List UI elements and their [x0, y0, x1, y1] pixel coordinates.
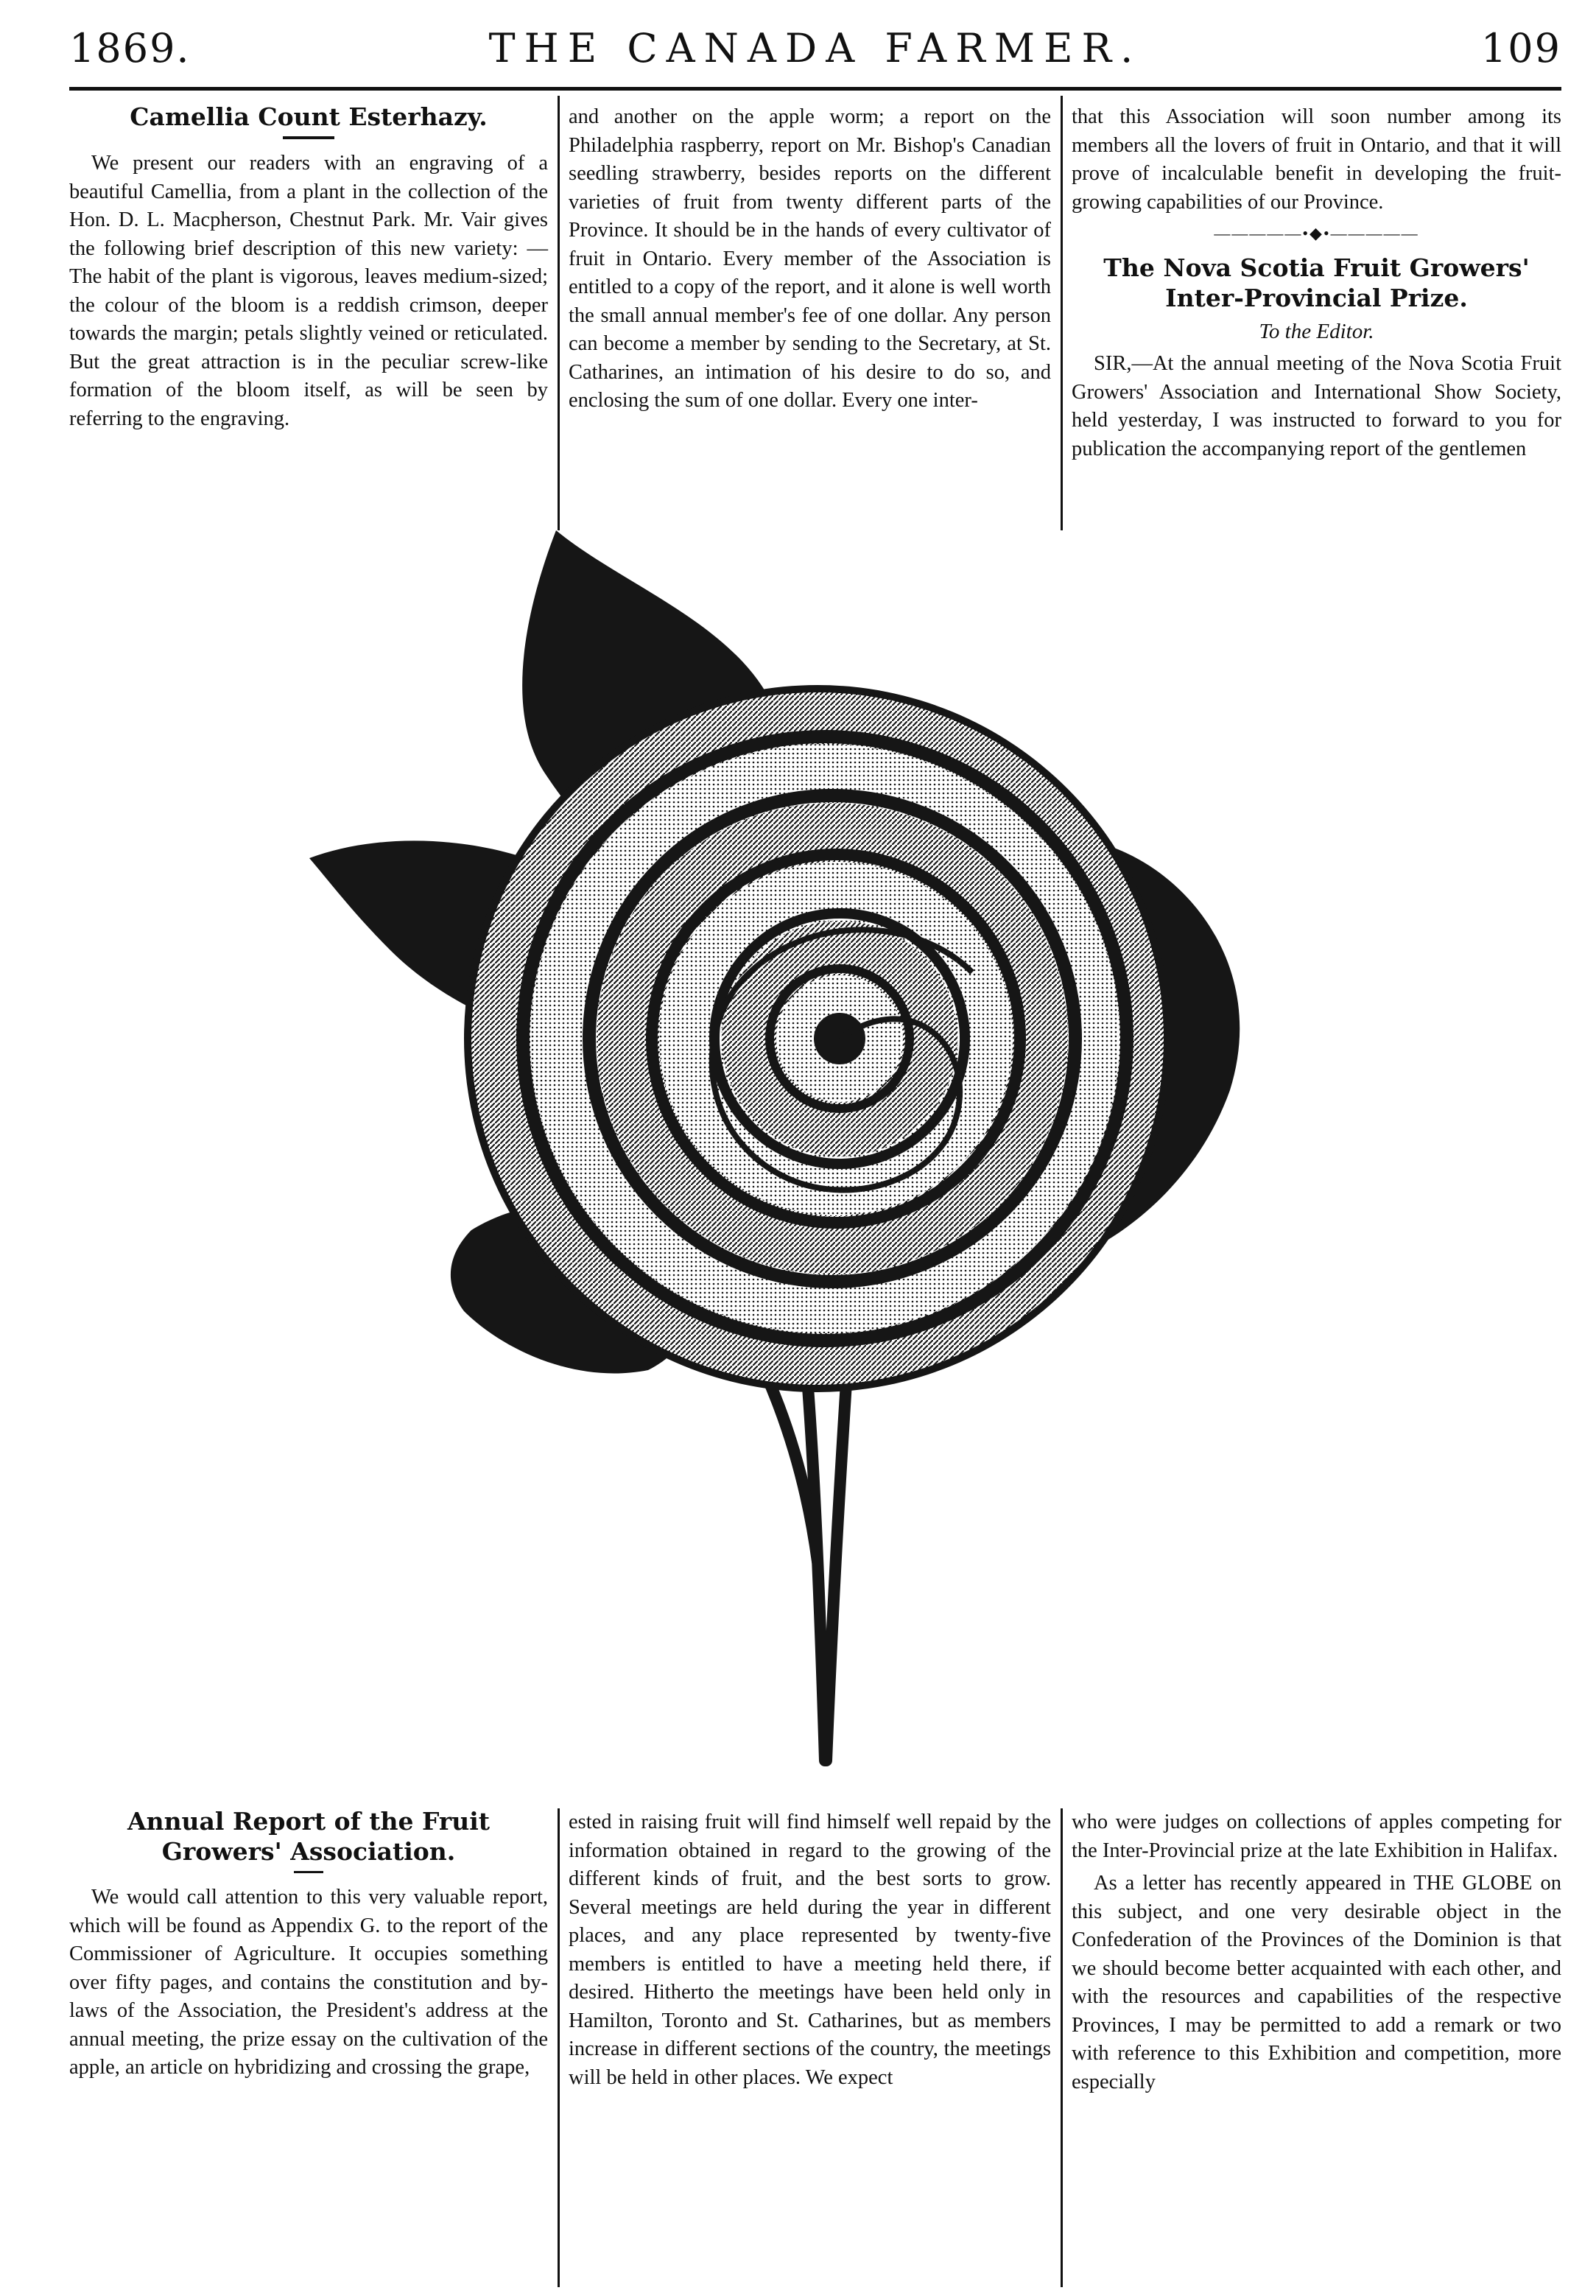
column-divider	[558, 96, 560, 530]
article-continuation	[569, 1808, 1051, 2092]
masthead-year: 1869.	[69, 25, 191, 71]
masthead	[69, 25, 1561, 82]
article-paragraph: SIR,—At the annual meeting of the Nova Scotia Fruit Growers' Association and International Show Society, held yesterday, I was instructed to forward to you for publication the accompanying report of the gentlemen	[1072, 352, 1561, 460]
article-continuation	[569, 103, 1051, 415]
article-camellia	[69, 102, 548, 433]
page-number: 109	[1480, 25, 1561, 71]
article-continuation	[1072, 1808, 1561, 2096]
article-heading: Annual Report of the Fruit Growers' Association.	[127, 1807, 491, 1866]
article-paragraph: and another on the apple worm; a report on the Philadelphia raspberry, report on Mr. Bishop's Canadian seedling strawberry, besides reports on the different varieties of fruit from twenty different parts of the Province. It should be in the hands of every cultivator of fruit in Ontario. Every member of the Association is entitled to a copy of the report, and it alone is well worth the small annual member's fee of one dollar. Any person can become a member by sending to the Secretary, at St. Catharines, an intimation of his desire to do so, and enclosing the sum of one dollar. Every one inter-	[569, 105, 1051, 412]
article-paragraph: As a letter has recently appeared in THE GLOBE on this subject, and one very desirable object in the Confederation of the Provinces of the Dominion is that we should become better acquainted with each other, and with the resources and capabilities of the respective Provinces, I may be permitted to add a remark or two with reference to this Exhibition and competition, more especially	[1072, 1872, 1561, 2093]
article-paragraph: We would call attention to this very valuable report, which will be found as Appendix G. to the report of the Commissioner of Agriculture. It occupies something over fifty pages, and contains the constitution and by-laws of the Association, the President's address at the annual meeting, the prize essay on the cultivation of the apple, an article on hybridizing and crossing the grape,	[69, 1886, 548, 2079]
article-fruit-growers-report	[69, 1806, 548, 2082]
camellia-flower-engraving-icon	[309, 530, 1296, 1797]
column-divider	[1061, 96, 1063, 530]
article-heading: Camellia Count Esterhazy.	[130, 102, 488, 131]
column-divider	[1061, 1808, 1063, 2287]
article-paragraph: that this Association will soon number among its members all the lovers of fruit in Ontario, and that it will prove of incalculable benefit in developing the fruit-growing capabilities of our Province.	[1072, 105, 1561, 214]
heading-rule	[294, 1871, 323, 1873]
column-divider	[558, 1808, 560, 2287]
article-paragraph: ested in raising fruit will find himself well repaid by the information obtained in regard to the growing of the different kinds of fruit, and the best sorts to grow. Several meetings are held during the year in different places, and any place represented by twenty-five members is entitled to have a meeting held there, if desired. Hitherto the meetings have been held only in Hamilton, Toronto and St. Catharines, but as members increase in different sections of the country, the meetings will be held in other places. We expect	[569, 1811, 1051, 2089]
article-byline: To the Editor.	[1259, 319, 1374, 343]
article-paragraph: who were judges on collections of apples competing for the Inter-Provincial prize at the late Exhibition in Halifax.	[1072, 1811, 1561, 1862]
ornament-divider: —————•◆•—————	[1214, 224, 1419, 242]
article-heading: The Nova Scotia Fruit Growers' Inter-Provincial Prize.	[1103, 253, 1530, 312]
masthead-title: THE CANADA FARMER.	[488, 25, 1142, 71]
article-nova-scotia	[1072, 103, 1561, 463]
heading-rule	[283, 136, 334, 139]
bloom	[464, 685, 1171, 1392]
article-paragraph: We present our readers with an engraving of a beautiful Camellia, from a plant in the collection of the Hon. D. L. Macpherson, Chestnut Park. Mr. Vair gives the following brief description of this new variety: —The habit of the plant is vigorous, leaves medium-sized; the colour of the bloom is a reddish crimson, deeper towards the margin; petals slightly veined or reticulated. But the great attraction is in the peculiar screw-like formation of the bloom itself, as will be seen by referring to the engraving.	[69, 152, 548, 430]
masthead-rule	[69, 87, 1561, 91]
